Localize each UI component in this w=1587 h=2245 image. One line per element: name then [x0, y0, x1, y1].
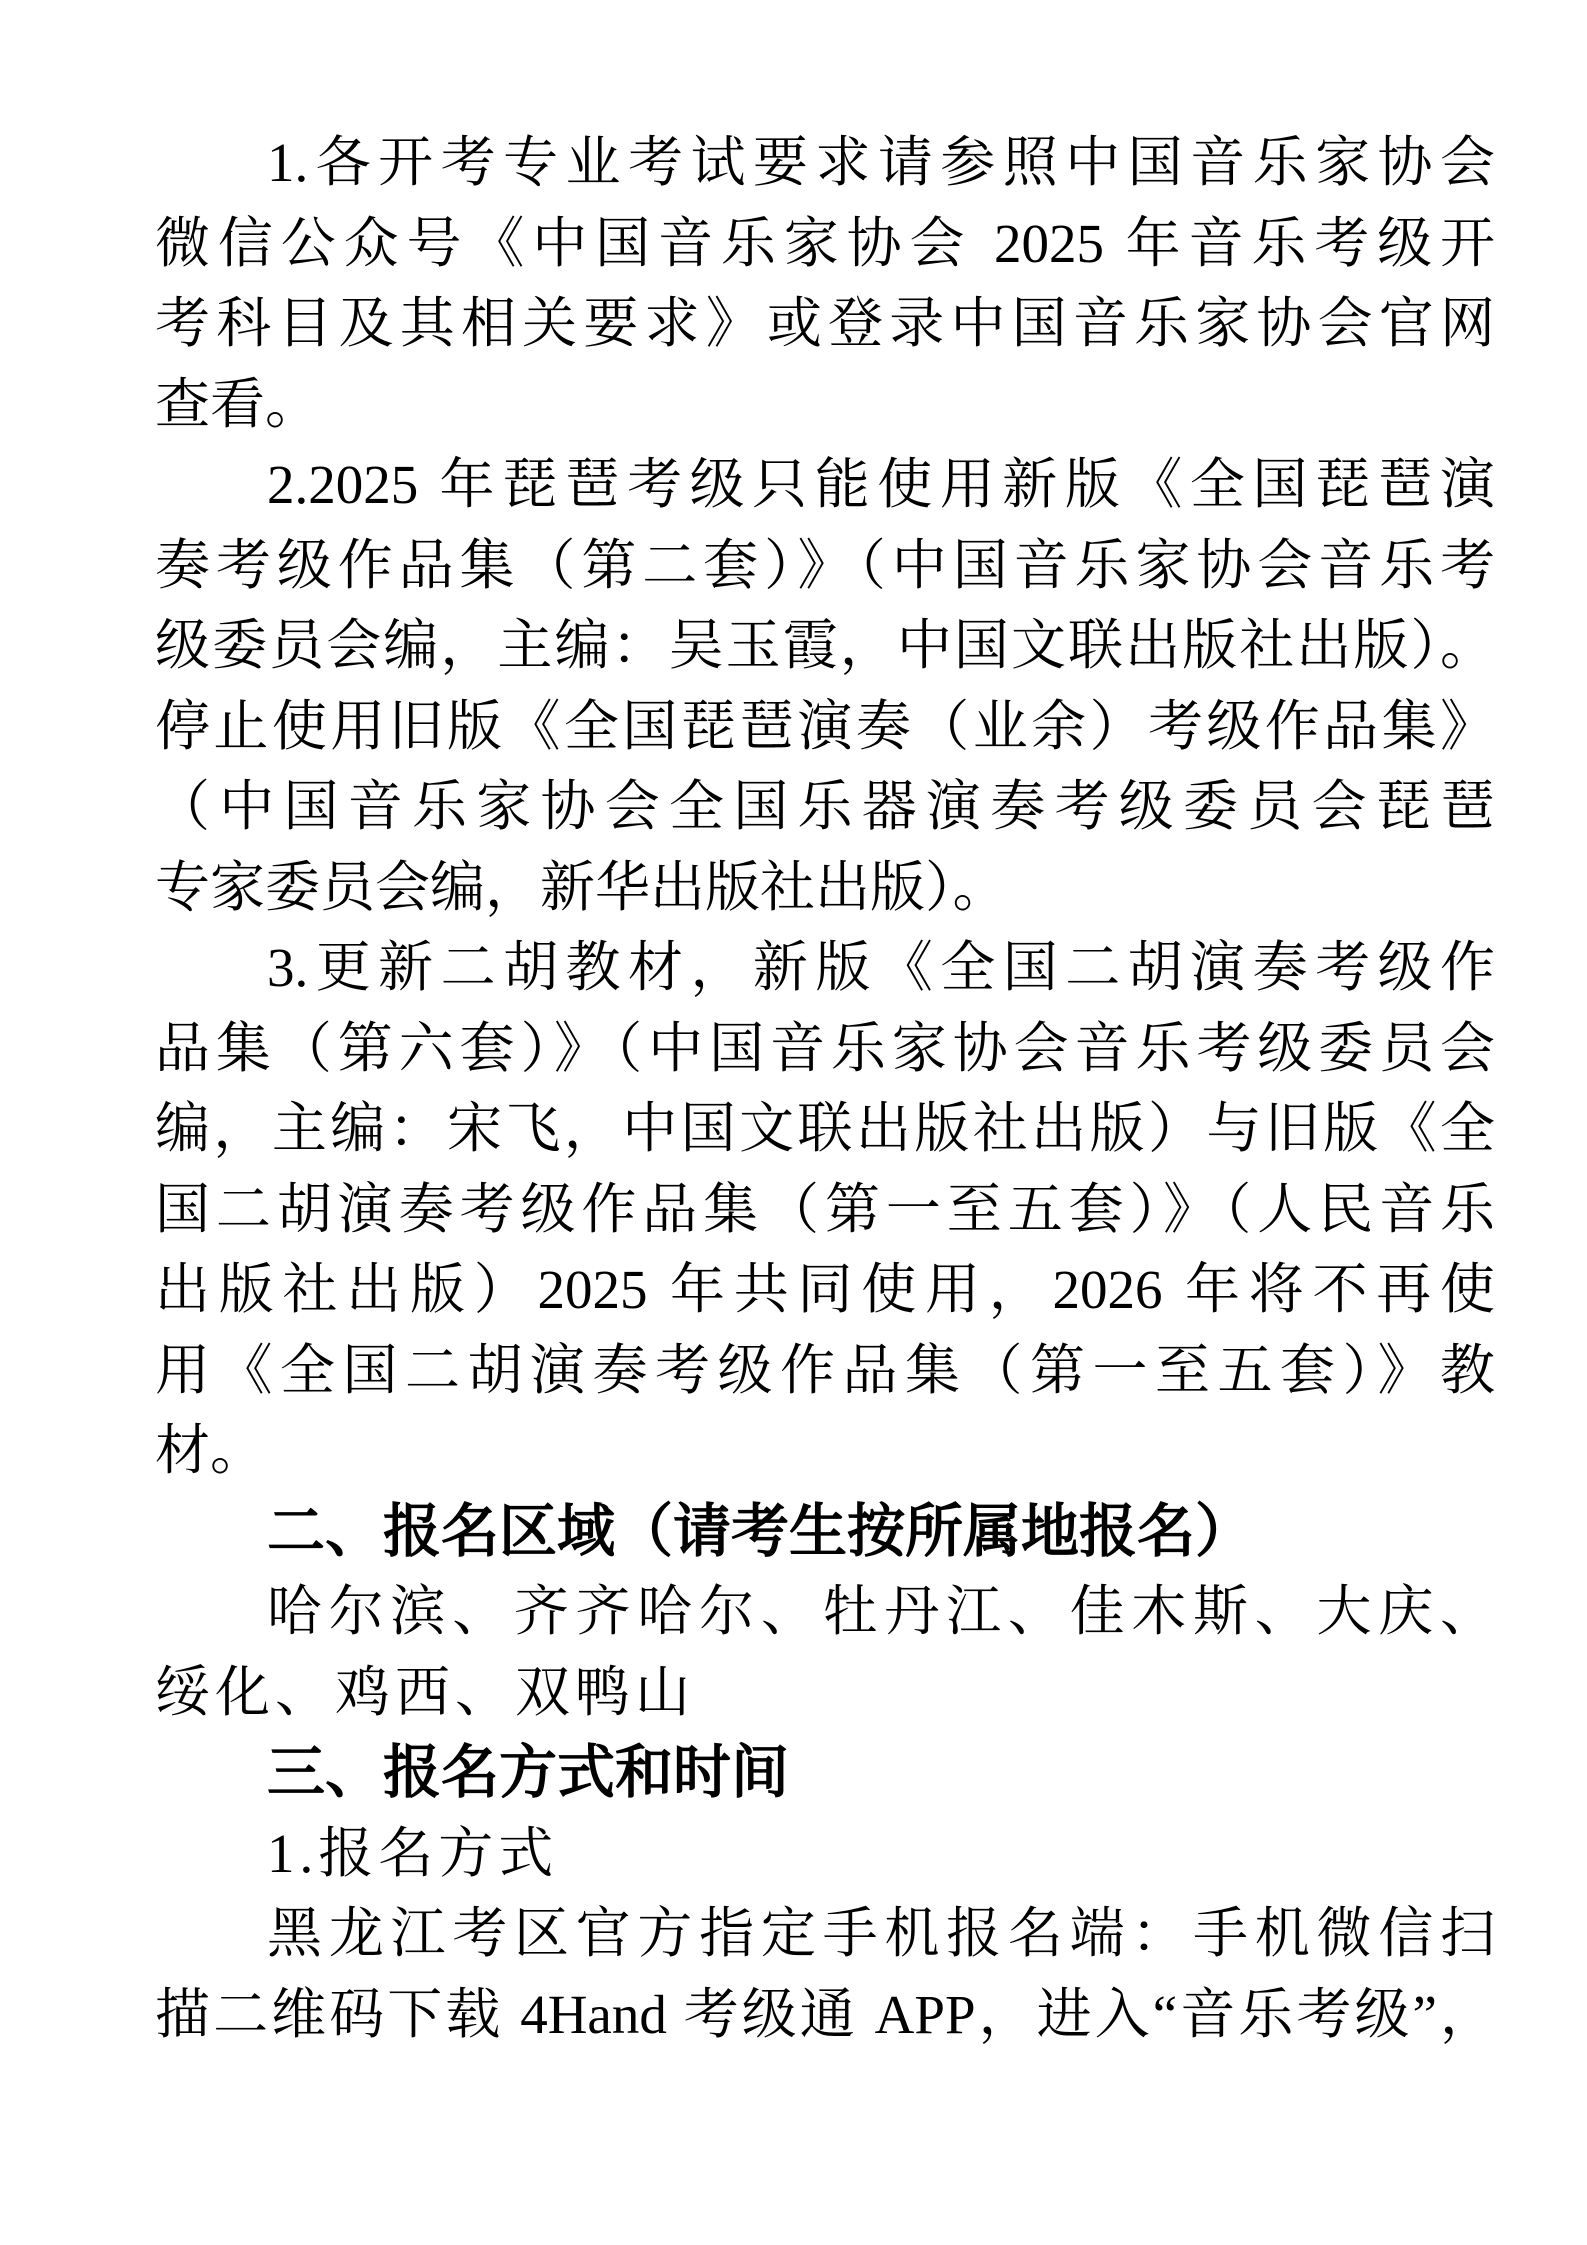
text-line: 专家委员会编，新华出版社出版）。	[155, 856, 1008, 918]
text-line: 1.各开考专业考试要求请参照中国音乐家协会	[267, 132, 1495, 193]
text-line: 奏考级作品集（第二套）》（中国音乐家协会音乐考	[155, 534, 1495, 596]
text-line: 出版社出版）2025 年共同使用，2026 年将不再使	[155, 1259, 1495, 1320]
text-line: 材。	[155, 1420, 266, 1481]
text-line: 1.报名方式	[267, 1822, 559, 1884]
text-block	[155, 123, 1495, 2055]
text-line: 用《全国二胡演奏考级作品集（第一至五套）》教	[155, 1339, 1495, 1401]
text-line: 三、报名方式和时间	[267, 1740, 790, 1805]
text-line: （中国音乐家协会全国乐器演奏考级委员会琵琶	[155, 776, 1495, 837]
text-line: 3.更新二胡教材，新版《全国二胡演奏考级作	[267, 937, 1495, 998]
text-line: 哈尔滨、齐齐哈尔、牡丹江、佳木斯、大庆、	[267, 1581, 1495, 1642]
text-line: 描二维码下载 4Hand 考级通 APP，进入“音乐考级”，	[155, 1983, 1495, 2045]
text-line: 2.2025 年琵琶考级只能使用新版《全国琵琶演	[267, 454, 1495, 515]
text-line: 查看。	[155, 373, 321, 435]
text-line: 编，主编：宋飞，中国文联出版社出版）与旧版《全	[155, 1098, 1495, 1159]
text-line: 级委员会编，主编：吴玉霞，中国文联出版社出版）。	[155, 615, 1495, 676]
text-line: 国二胡演奏考级作品集（第一至五套）》（人民音乐	[155, 1178, 1495, 1240]
text-line: 停止使用旧版《全国琵琶演奏（业余）考级作品集》	[155, 695, 1495, 757]
text-line: 二、报名区域（请考生按所属地报名）	[267, 1498, 1254, 1564]
text-line: 绥化、鸡西、双鸭山	[155, 1661, 696, 1723]
text-line: 品集（第六套）》（中国音乐家协会音乐考级委员会	[155, 1017, 1495, 1079]
text-line: 考科目及其相关要求》或登录中国音乐家协会官网	[155, 293, 1495, 354]
text-line: 微信公众号《中国音乐家协会 2025 年音乐考级开	[155, 212, 1495, 274]
text-line: 黑龙江考区官方指定手机报名端：手机微信扫	[267, 1903, 1495, 1964]
